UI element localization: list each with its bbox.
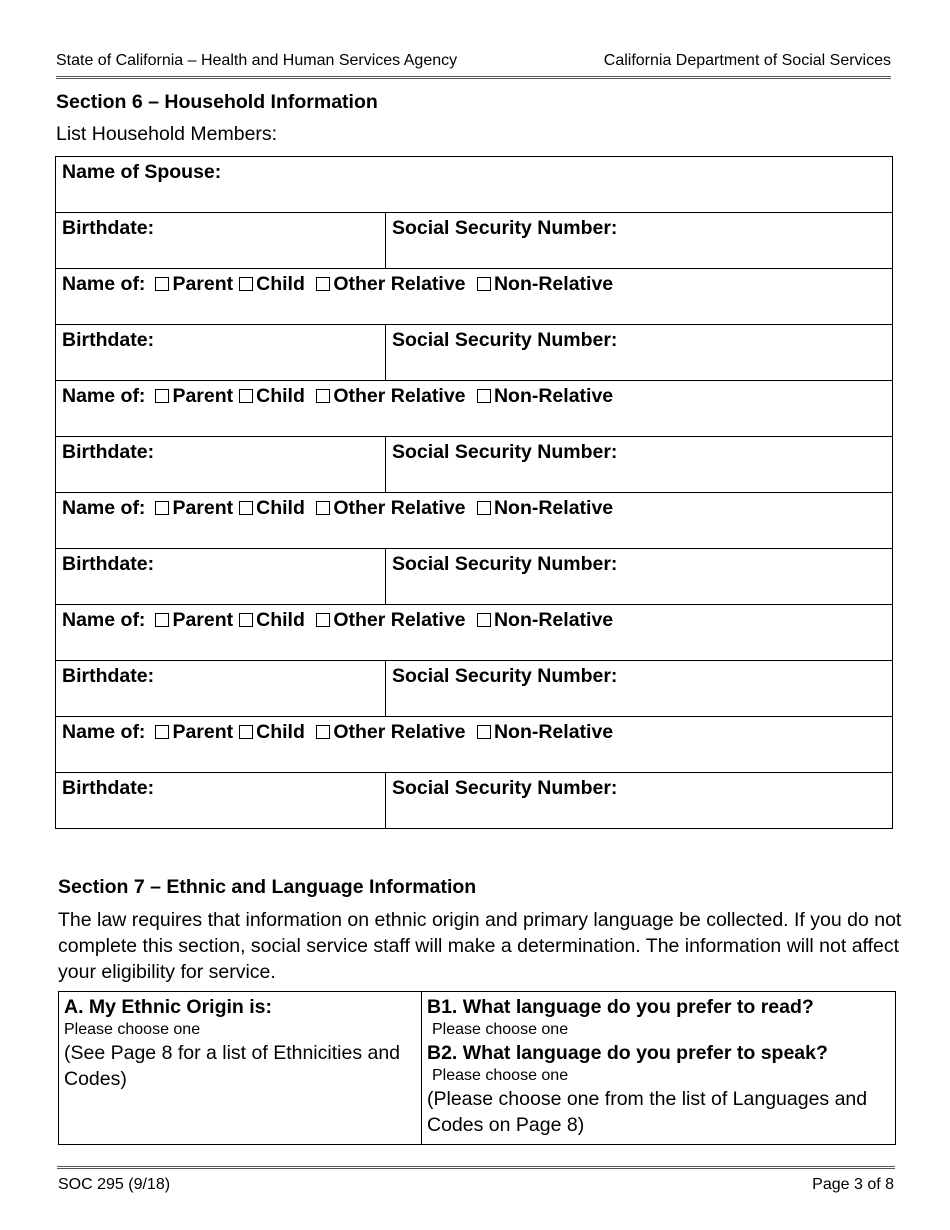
- parent-label: Parent: [172, 385, 234, 407]
- member-birth-row: [56, 437, 893, 493]
- page-number: Page 3 of 8: [812, 1176, 894, 1193]
- spouse-birth-row: [56, 213, 893, 269]
- non-relative-checkbox[interactable]: [477, 613, 491, 627]
- non-relative-label: Non-Relative: [493, 497, 614, 519]
- spouse-row: [56, 157, 893, 213]
- parent-label: Parent: [172, 721, 234, 743]
- ethnic-origin-note: (See Page 8 for a list of Ethnicities and Codes): [64, 1042, 401, 1090]
- section7-title: Section 7 – Ethnic and Language Information: [58, 876, 477, 898]
- member-birth-row: [56, 661, 893, 717]
- birthdate-label: Birthdate:: [62, 777, 155, 799]
- child-checkbox[interactable]: [239, 501, 253, 515]
- ssn-field[interactable]: [386, 549, 893, 605]
- parent-checkbox[interactable]: [155, 613, 169, 627]
- language-note: (Please choose one from the list of Languages and Codes on Page 8): [427, 1088, 868, 1136]
- ssn-label: Social Security Number:: [392, 777, 618, 799]
- parent-label: Parent: [172, 273, 234, 295]
- non-relative-label: Non-Relative: [493, 385, 614, 407]
- member-name-field[interactable]: [56, 381, 893, 437]
- member-name-row: [56, 493, 893, 549]
- name-of-label: Name of:: [62, 609, 146, 631]
- household-table: [55, 156, 893, 829]
- form-id: SOC 295 (9/18): [58, 1176, 171, 1193]
- ssn-label: Social Security Number:: [392, 553, 618, 575]
- speak-language-question: B2. What language do you prefer to speak?: [427, 1042, 828, 1064]
- birthdate-field[interactable]: [56, 661, 386, 717]
- other-relative-checkbox[interactable]: [316, 725, 330, 739]
- ssn-label: Social Security Number:: [392, 329, 618, 351]
- language-field[interactable]: [422, 992, 896, 1145]
- non-relative-label: Non-Relative: [493, 273, 614, 295]
- footer-rule: [57, 1166, 895, 1169]
- child-checkbox[interactable]: [239, 725, 253, 739]
- member-birth-row: [56, 325, 893, 381]
- name-of-label: Name of:: [62, 721, 146, 743]
- child-label: Child: [256, 609, 305, 631]
- member-birth-row: [56, 549, 893, 605]
- other-relative-label: Other Relative: [333, 721, 466, 743]
- birthdate-field[interactable]: [56, 549, 386, 605]
- section7-paragraph: The law requires that information on ethnic origin and primary language be collected. If you do not complete this section, social service staff will make a determination. The information will not affect your eligibility for service.: [58, 909, 902, 983]
- member-name-field[interactable]: [56, 493, 893, 549]
- child-label: Child: [256, 385, 305, 407]
- non-relative-checkbox[interactable]: [477, 389, 491, 403]
- ssn-label: Social Security Number:: [392, 665, 618, 687]
- read-language-hint: Please choose one: [432, 1021, 569, 1038]
- name-of-label: Name of:: [62, 273, 146, 295]
- ssn-field[interactable]: [386, 325, 893, 381]
- parent-checkbox[interactable]: [155, 389, 169, 403]
- other-relative-label: Other Relative: [333, 273, 466, 295]
- member-name-field[interactable]: [56, 605, 893, 661]
- parent-checkbox[interactable]: [155, 277, 169, 291]
- ethnic-language-table: [58, 991, 896, 1145]
- header-rule: [56, 76, 891, 79]
- parent-checkbox[interactable]: [155, 501, 169, 515]
- non-relative-checkbox[interactable]: [477, 501, 491, 515]
- speak-language-hint: Please choose one: [432, 1067, 569, 1084]
- ssn-field[interactable]: [386, 773, 893, 829]
- header-agency: State of California – Health and Human Services Agency: [56, 52, 458, 69]
- birthdate-label: Birthdate:: [62, 329, 155, 351]
- non-relative-checkbox[interactable]: [477, 277, 491, 291]
- member-birth-row: [56, 773, 893, 829]
- spouse-name-field[interactable]: [56, 157, 893, 213]
- non-relative-label: Non-Relative: [493, 609, 614, 631]
- other-relative-checkbox[interactable]: [316, 277, 330, 291]
- child-checkbox[interactable]: [239, 389, 253, 403]
- ssn-label: Social Security Number:: [392, 217, 618, 239]
- ssn-field[interactable]: [386, 213, 893, 269]
- child-checkbox[interactable]: [239, 613, 253, 627]
- non-relative-checkbox[interactable]: [477, 725, 491, 739]
- read-language-question: B1. What language do you prefer to read?: [427, 996, 814, 1018]
- ssn-field[interactable]: [386, 661, 893, 717]
- other-relative-checkbox[interactable]: [316, 613, 330, 627]
- member-name-row: [56, 269, 893, 325]
- name-of-label: Name of:: [62, 385, 146, 407]
- child-label: Child: [256, 497, 305, 519]
- name-of-label: Name of:: [62, 497, 146, 519]
- member-name-row: [56, 605, 893, 661]
- ssn-label: Social Security Number:: [392, 441, 618, 463]
- spouse-label: Name of Spouse:: [62, 161, 222, 183]
- parent-label: Parent: [172, 609, 234, 631]
- birthdate-label: Birthdate:: [62, 553, 155, 575]
- birthdate-label: Birthdate:: [62, 441, 155, 463]
- other-relative-checkbox[interactable]: [316, 389, 330, 403]
- section6-subtitle: List Household Members:: [56, 123, 278, 145]
- ethnic-origin-question: A. My Ethnic Origin is:: [64, 996, 273, 1018]
- child-checkbox[interactable]: [239, 277, 253, 291]
- parent-checkbox[interactable]: [155, 725, 169, 739]
- birthdate-label: Birthdate:: [62, 665, 155, 687]
- child-label: Child: [256, 721, 305, 743]
- other-relative-label: Other Relative: [333, 385, 466, 407]
- birthdate-field[interactable]: [56, 213, 386, 269]
- birthdate-label: Birthdate:: [62, 217, 155, 239]
- other-relative-label: Other Relative: [333, 609, 466, 631]
- parent-label: Parent: [172, 497, 234, 519]
- non-relative-label: Non-Relative: [493, 721, 614, 743]
- birthdate-field[interactable]: [56, 325, 386, 381]
- birthdate-field[interactable]: [56, 773, 386, 829]
- member-name-field[interactable]: [56, 717, 893, 773]
- ethnic-origin-hint: Please choose one: [64, 1021, 201, 1038]
- birthdate-field[interactable]: [56, 437, 386, 493]
- other-relative-checkbox[interactable]: [316, 501, 330, 515]
- ethnic-origin-field[interactable]: [59, 992, 422, 1145]
- member-name-row: [56, 717, 893, 773]
- member-name-field[interactable]: [56, 269, 893, 325]
- section6-title: Section 6 – Household Information: [56, 91, 378, 113]
- ssn-field[interactable]: [386, 437, 893, 493]
- child-label: Child: [256, 273, 305, 295]
- other-relative-label: Other Relative: [333, 497, 466, 519]
- member-name-row: [56, 381, 893, 437]
- header-department: California Department of Social Services: [603, 52, 891, 69]
